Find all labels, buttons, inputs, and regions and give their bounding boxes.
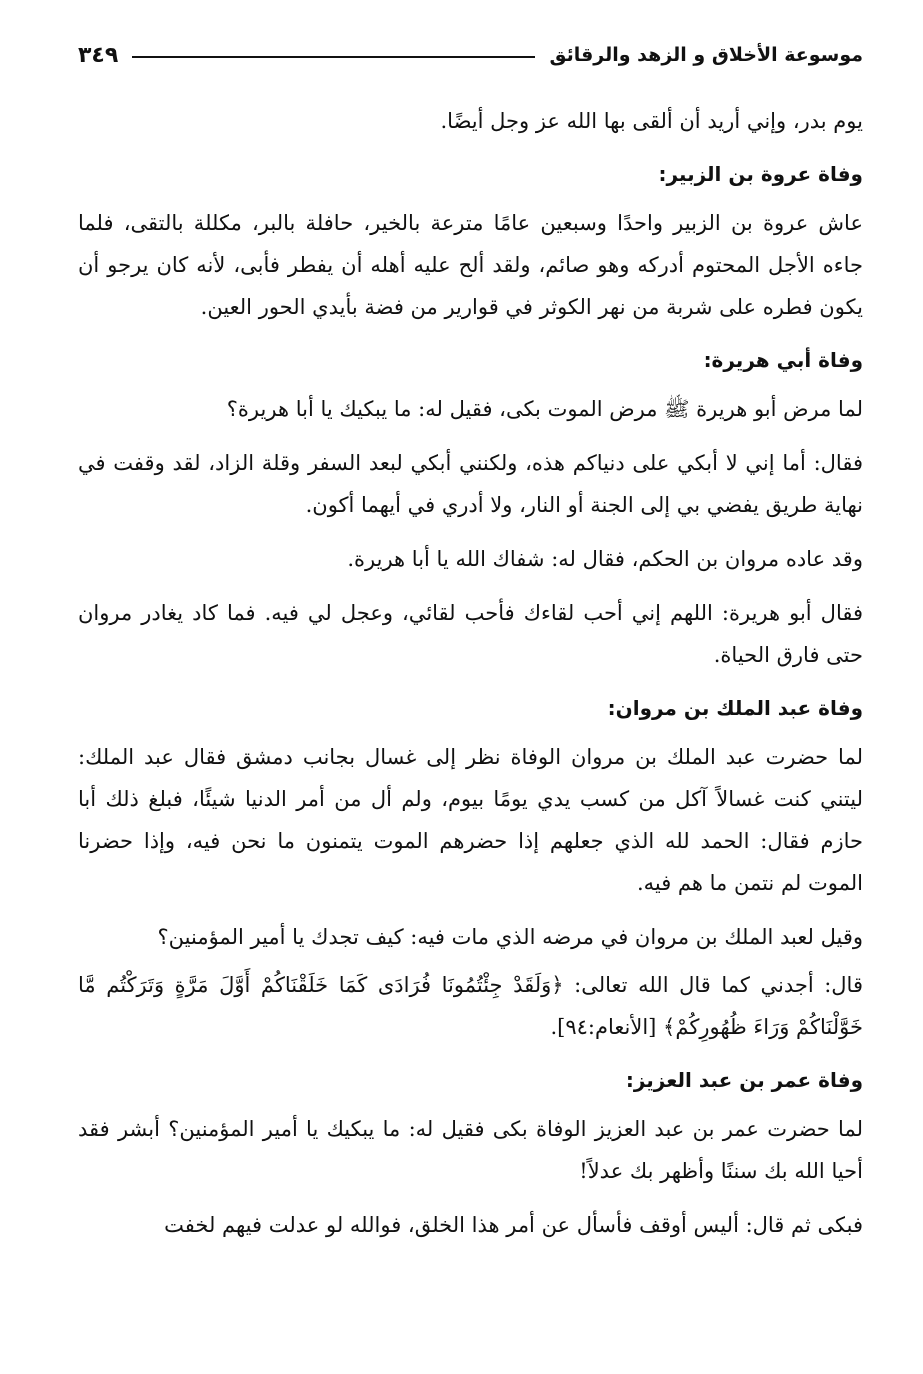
section-heading: وفاة أبي هريرة: [703, 348, 863, 372]
paragraph: وقيل لعبد الملك بن مروان في مرضه الذي مات فيه: كيف تجدك يا أمير المؤمنين؟ [157, 925, 863, 949]
section-heading: وفاة عروة بن الزبير: [658, 162, 863, 186]
paragraph: لما حضرت عبد الملك بن مروان الوفاة نظر إلى غسال بجانب دمشق فقال عبد الملك: ليتني كنت غسالاً آكل من كسب يدي يومًا بيوم، ولم أل من أمر الدنيا شيئًا، فبلغ ذلك أبا حازم فقال: الحمد لله الذي جعلهم إذا حضرهم الموت يتمنون ما نحن فيه، وإذا حضرنا الموت لم نتمن ما هم فيه. [78, 745, 863, 895]
paragraph: لما حضرت عمر بن عبد العزيز الوفاة بكى فقيل له: ما يبكيك يا أمير المؤمنين؟ أبشر فقد أحيا الله بك سننًا وأظهر بك عدلاً! [78, 1117, 863, 1183]
paragraph: وقد عاده مروان بن الحكم، فقال له: شفاك الله يا أبا هريرة. [347, 547, 863, 571]
paragraph: فقال أبو هريرة: اللهم إني أحب لقاءك فأحب لقائي، وعجل لي فيه. فما كاد يغادر مروان حتى فارق الحياة. [78, 601, 863, 667]
paragraph: لما مرض أبو هريرة ﷺ مرض الموت بكى، فقيل له: ما يبكيك يا أبا هريرة؟ [226, 397, 863, 421]
book-title: موسوعة الأخلاق و الزهد والرقائق [549, 44, 863, 66]
section-heading: وفاة عبد الملك بن مروان: [607, 696, 863, 720]
paragraph: فقال: أما إني لا أبكي على دنياكم هذه، ولكنني أبكي لبعد السفر وقلة الزاد، لقد وقفت في نهاية طريق يفضي بي إلى الجنة أو النار، ولا أدري في أيهما أكون. [78, 451, 863, 517]
section-heading: وفاة عمر بن عبد العزيز: [625, 1068, 863, 1092]
page-body [78, 100, 863, 1258]
paragraph: عاش عروة بن الزبير واحدًا وسبعين عامًا مترعة بالخير، حافلة بالبر، مكللة بالتقى، فلما جاءه الأجل المحتوم أدركه وهو صائم، ولقد ألح عليه أهله أن يفطر فأبى، لأنه كان يرجو أن يكون فطره على شربة من نهر الكوثر في قوارير من فضة بأيدي الحور العين. [78, 211, 863, 319]
header-rule [132, 56, 535, 58]
paragraph: فبكى ثم قال: أليس أوقف فأسأل عن أمر هذا الخلق، فوالله لو عدلت فيهم لخفت [164, 1213, 863, 1237]
page-number: ٣٤٩ [78, 42, 119, 68]
quran-quote-paragraph: قال: أجدني كما قال الله تعالى: ﴿وَلَقَدْ جِئْتُمُونَا فُرَادَى كَمَا خَلَقْنَاكُمْ أَوَّلَ مَرَّةٍ وَتَرَكْتُم مَّا خَوَّلْنَاكُمْ وَرَاءَ ظُهُورِكُمْ﴾ [الأنعام:٩٤]. [78, 973, 863, 1039]
page-header [78, 30, 863, 80]
paragraph: يوم بدر، وإني أريد أن ألقى بها الله عز وجل أيضًا. [440, 109, 863, 133]
